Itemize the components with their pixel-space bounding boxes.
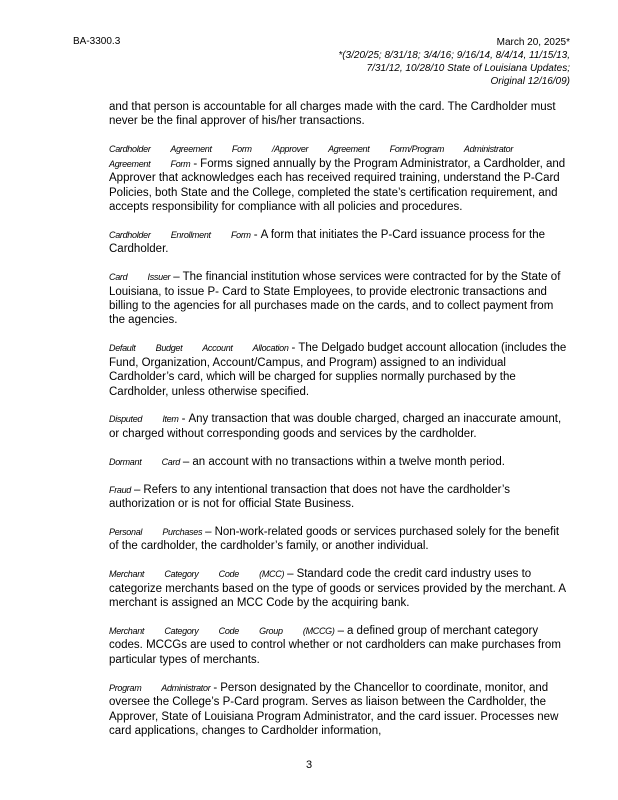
definition-term: Fraud <box>109 484 132 495</box>
definition-default-budget-allocation <box>109 341 569 399</box>
definition-term: Cardholder Enrollment Form <box>109 229 251 240</box>
revision-history-line-1: *(3/20/25; 8/31/18; 3/4/16; 9/16/14, 8/4/14, 11/15/13, <box>338 50 570 61</box>
definition-separator: – <box>134 483 141 496</box>
document-body <box>109 100 569 752</box>
page-number: 3 <box>305 759 313 771</box>
definition-separator: - <box>213 681 218 694</box>
definition-text: A form that initiates the P-Card issuance process for the Cardholder. <box>109 228 546 256</box>
revision-history-line-3: Original 12/16/09) <box>490 76 570 87</box>
definition-term: Personal Purchases <box>109 526 203 537</box>
revision-history-line-2: 7/31/12, 10/28/10 State of Louisiana Updates; <box>366 63 570 74</box>
definition-text: Any transaction that was double charged, charged an inaccurate amount, or charged without corresponding goods and services by the cardholder. <box>109 413 562 440</box>
definition-text: The financial institution whose services were contracted for by the State of Louisiana, to issue P- Card to State Employees, to provide electronic transactions and billing to the agencies for all purchases made on the cards, and to collect payment from the agencies. <box>109 271 561 327</box>
definition-text: Person designated by the Chancellor to coordinate, monitor, and oversee the College’s P-Card program. Serves as liaison between the Cardholder, the Approver, State of Louisiana Program Administrator, and the card issuer. Processes new card applications, changes to Cardholder information, <box>109 681 559 737</box>
definition-term: Dormant Card <box>109 456 180 467</box>
definition-program-administrator <box>109 681 569 739</box>
definition-term: Merchant Category Code Group (MCCG) <box>109 625 335 636</box>
definition-separator: – <box>173 271 180 284</box>
definition-separator: - <box>253 228 258 241</box>
definition-term: Default Budget Account Allocation <box>109 343 289 354</box>
definition-text: Standard code the credit card industry uses to categorize merchants based on the type of goods or services provided by the merchant. A merchant is assigned an MCC Code by the acquiring bank. <box>109 568 566 610</box>
document-id: BA-3300.3 <box>73 36 121 47</box>
definition-separator: – <box>205 525 212 538</box>
definition-separator: - <box>193 157 198 170</box>
definition-enrollment-form <box>109 228 569 257</box>
definition-merchant-category-code <box>109 567 569 610</box>
definition-personal-purchases <box>109 525 569 554</box>
definition-text: an account with no transactions within a twelve month period. <box>192 455 505 468</box>
definition-dormant-card <box>109 455 569 469</box>
definition-term: Cardholder Agreement Form /Approver Agreement Form/Program Administrator Agreement Form <box>109 144 514 169</box>
definition-term: Card Issuer <box>109 272 171 283</box>
definition-agreement-forms <box>109 142 569 214</box>
definition-separator: – <box>182 455 190 468</box>
definition-term: Program Administrator <box>109 682 211 693</box>
definition-text: The Delgado budget account allocation (includes the Fund, Organization, Account/Campus, and Program) assigned to an individual Cardholder’s card, which will be charged for supplies normally purchased by the Cardholder, unless otherwise specified. <box>109 342 567 398</box>
definition-card-issuer <box>109 270 569 328</box>
definition-text: Refers to any intentional transaction that does not have the cardholder’s authorization or is not for official State Business. <box>109 483 510 511</box>
intro-paragraph: and that person is accountable for all charges made with the card. The Cardholder must never be the final approver of his/her transactions. <box>109 101 556 128</box>
definition-term: Merchant Category Code (MCC) <box>109 569 285 580</box>
definition-term: Disputed Item <box>109 414 179 425</box>
definition-separator: - <box>291 342 296 355</box>
definition-fraud <box>109 483 569 512</box>
definition-separator: – <box>337 624 344 637</box>
definition-separator: – <box>287 568 294 581</box>
definition-text: Non-work-related goods or services purchased solely for the benefit of the cardholder, the cardholder’s family, or another individual. <box>109 525 560 553</box>
definition-text: a defined group of merchant category codes. MCCGs are used to control whether or not cardholders can make purchases from particular types of merchants. <box>109 624 561 666</box>
definition-separator: - <box>181 413 186 426</box>
definition-merchant-category-code-group <box>109 624 569 667</box>
definition-text: Forms signed annually by the Program Administrator, a Cardholder, and Approver that acknowledges each has received required training, understand the P-Card Policies, both State and the College, completed the state’s certification requirement, and accepts responsibility for compliance with all policies and procedures. <box>109 157 566 213</box>
definition-disputed-item <box>109 412 569 441</box>
header-date-block <box>338 36 570 88</box>
header-date: March 20, 2025* <box>496 37 570 48</box>
